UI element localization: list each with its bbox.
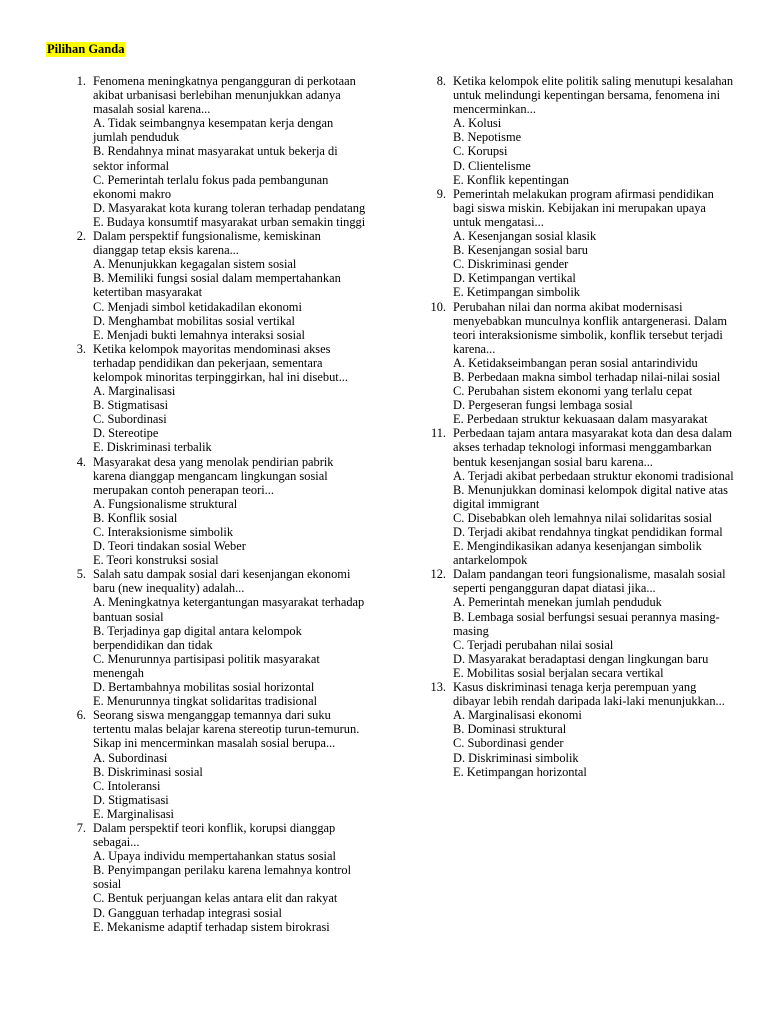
question-number: 13. xyxy=(430,680,446,695)
option-d: D. Masyarakat kota kurang toleran terhadap pendatang xyxy=(93,200,366,215)
question-column-right xyxy=(426,74,736,779)
option-a: A. Terjadi akibat perbedaan struktur ekonomi tradisional xyxy=(453,468,734,483)
option-e: E. Teori konstruksi sosial xyxy=(93,553,219,568)
question-text: Fenomena meningkatnya pengangguran di perkotaan akibat urbanisasi berlebihan menunjukkan adanya masalah sosial karena... xyxy=(93,74,356,117)
question-number: 8. xyxy=(436,74,446,88)
question-number: 11. xyxy=(430,426,446,441)
question-5 xyxy=(66,567,366,708)
question-number: 6. xyxy=(76,708,86,723)
option-a: A. Ketidakseimbangan peran sosial antarindividu xyxy=(453,355,698,370)
question-10 xyxy=(426,300,736,427)
question-text: Dalam perspektif fungsionalisme, kemiskinan dianggap tetap eksis karena... xyxy=(93,229,321,258)
option-c: C. Subordinasi gender xyxy=(453,736,564,751)
question-number: 3. xyxy=(76,341,86,356)
option-c: C. Terjadi perubahan nilai sosial xyxy=(453,637,614,652)
option-c: C. Disebabkan oleh lemahnya nilai solidaritas sosial xyxy=(453,510,713,525)
option-d: D. Menghambat mobilitas sosial vertikal xyxy=(93,313,296,328)
page-title: Pilihan Ganda xyxy=(47,42,125,56)
option-b: B. Terjadinya gap digital antara kelompok berpendidikan dan tidak xyxy=(93,623,302,652)
question-text: Dalam pandangan teori fungsionalisme, masalah sosial seperti pengangguran dapat diatasi jika... xyxy=(453,567,726,596)
question-11 xyxy=(426,426,736,567)
option-a: A. Marginalisasi ekonomi xyxy=(453,708,582,723)
option-d: D. Teori tindakan sosial Weber xyxy=(93,539,246,554)
option-e: E. Diskriminasi terbalik xyxy=(93,440,212,455)
option-b: B. Penyimpangan perilaku karena lemahnya kontrol sosial xyxy=(93,863,352,892)
option-b: B. Kesenjangan sosial baru xyxy=(453,243,588,258)
question-number: 12. xyxy=(430,567,446,582)
question-number: 4. xyxy=(76,454,86,469)
option-a: A. Kesenjangan sosial klasik xyxy=(453,229,597,244)
option-d: D. Ketimpangan vertikal xyxy=(453,271,576,286)
option-b: B. Menunjukkan dominasi kelompok digital native atas digital immigrant xyxy=(453,482,728,511)
option-c: C. Pemerintah terlalu fokus pada pembangunan ekonomi makro xyxy=(93,172,329,201)
question-text: Dalam perspektif teori konflik, korupsi dianggap sebagai... xyxy=(93,820,336,850)
question-8 xyxy=(426,74,736,187)
option-c: C. Menjadi simbol ketidakadilan ekonomi xyxy=(93,299,302,314)
option-e: E. Menurunnya tingkat solidaritas tradisional xyxy=(93,694,318,709)
option-d: D. Pergeseran fungsi lembaga sosial xyxy=(453,398,633,413)
option-b: B. Perbedaan makna simbol terhadap nilai-nilai sosial xyxy=(453,369,721,384)
question-6 xyxy=(66,708,366,821)
option-d: D. Gangguan terhadap integrasi sosial xyxy=(93,905,282,920)
option-a: A. Kolusi xyxy=(453,116,502,131)
option-c: C. Interaksionisme simbolik xyxy=(93,525,234,539)
option-c: C. Diskriminasi gender xyxy=(453,257,569,272)
question-number: 9. xyxy=(436,186,446,201)
option-a: A. Marginalisasi xyxy=(93,384,176,399)
option-c: C. Bentuk perjuangan kelas antara elit dan rakyat xyxy=(93,891,338,906)
question-column-left xyxy=(66,74,366,934)
option-a: A. Upaya individu mempertahankan status sosial xyxy=(93,849,336,864)
question-text: Ketika kelompok mayoritas mendominasi akses terhadap pendidikan dan pekerjaan, sementara kelompok minoritas terpinggirkan, hal ini disebut... xyxy=(93,341,349,384)
option-e: E. Budaya konsumtif masyarakat urban semakin tinggi xyxy=(93,214,366,229)
option-b: B. Memiliki fungsi sosial dalam mempertahankan ketertiban masyarakat xyxy=(93,271,341,300)
option-b: B. Dominasi struktural xyxy=(453,722,567,737)
option-d: D. Terjadi akibat rendahnya tingkat pendidikan formal xyxy=(453,525,723,539)
option-e: E. Mobilitas sosial berjalan secara vertikal xyxy=(453,665,664,680)
option-b: B. Stigmatisasi xyxy=(93,398,169,413)
question-7 xyxy=(66,821,366,934)
option-b: B. Konflik sosial xyxy=(93,510,178,525)
question-text: Pemerintah melakukan program afirmasi pendidikan bagi siswa miskin. Kebijakan ini merupakan upaya untuk mengatasi... xyxy=(453,186,714,229)
option-d: D. Bertambahnya mobilitas sosial horizontal xyxy=(93,680,315,695)
question-number: 7. xyxy=(76,820,86,835)
option-e: E. Ketimpangan simbolik xyxy=(453,285,580,300)
question-number: 1. xyxy=(76,74,86,88)
question-2 xyxy=(66,229,366,342)
option-c: C. Perubahan sistem ekonomi yang terlalu cepat xyxy=(453,384,693,399)
option-a: A. Menunjukkan kegagalan sistem sosial xyxy=(93,257,297,272)
option-d: D. Clientelisme xyxy=(453,158,531,173)
option-a: A. Pemerintah menekan jumlah penduduk xyxy=(453,595,662,610)
question-number: 5. xyxy=(76,567,86,582)
option-e: E. Marginalisasi xyxy=(93,806,174,821)
option-d: D. Diskriminasi simbolik xyxy=(453,750,579,765)
option-a: A. Fungsionalisme struktural xyxy=(93,496,238,511)
option-e: E. Menjadi bukti lemahnya interaksi sosial xyxy=(93,327,305,342)
option-c: C. Korupsi xyxy=(453,144,508,159)
question-text: Masyarakat desa yang menolak pendirian pabrik karena dianggap mengancam lingkungan sosial merupakan contoh penerapan teori... xyxy=(93,454,334,497)
option-e: E. Mekanisme adaptif terhadap sistem birokrasi xyxy=(93,919,330,934)
option-a: A. Meningkatnya ketergantungan masyarakat terhadap bantuan sosial xyxy=(93,595,365,624)
option-d: D. Stereotipe xyxy=(93,426,159,441)
option-c: C. Intoleransi xyxy=(93,778,161,793)
option-d: D. Stigmatisasi xyxy=(93,792,169,807)
question-text: Seorang siswa menganggap temannya dari suku tertentu malas belajar karena stereotip turun-temurun. Sikap ini mencerminkan masalah sosial berupa... xyxy=(93,708,360,751)
option-b: B. Diskriminasi sosial xyxy=(93,764,203,779)
option-e: E. Konflik kepentingan xyxy=(453,172,569,187)
question-13 xyxy=(426,680,736,779)
question-4 xyxy=(66,455,366,568)
question-1 xyxy=(66,74,366,229)
question-text: Perubahan nilai dan norma akibat modernisasi menyebabkan munculnya konflik antargenerasi. Dalam teori interaksionisme simbolik, konflik tersebut terjadi karena... xyxy=(453,299,727,356)
option-e: E. Perbedaan struktur kekuasaan dalam masyarakat xyxy=(453,412,708,427)
option-e: E. Mengindikasikan adanya kesenjangan simbolik antarkelompok xyxy=(453,539,702,568)
option-b: B. Nepotisme xyxy=(453,130,522,145)
question-text: Kasus diskriminasi tenaga kerja perempuan yang dibayar lebih rendah daripada laki-laki menunjukkan... xyxy=(453,680,725,709)
question-text: Salah satu dampak sosial dari kesenjangan ekonomi baru (new inequality) adalah... xyxy=(93,567,351,596)
question-text: Perbedaan tajam antara masyarakat kota dan desa dalam akses terhadap teknologi informasi menggambarkan bentuk kesenjangan sosial baru karena... xyxy=(453,426,733,469)
option-b: B. Lembaga sosial berfungsi sesuai perannya masing-masing xyxy=(453,609,720,638)
option-b: B. Rendahnya minat masyarakat untuk bekerja di sektor informal xyxy=(93,144,338,173)
question-3 xyxy=(66,342,366,455)
option-d: D. Masyarakat beradaptasi dengan lingkungan baru xyxy=(453,651,709,666)
option-a: A. Subordinasi xyxy=(93,750,168,765)
question-9 xyxy=(426,187,736,300)
question-text: Ketika kelompok elite politik saling menutupi kesalahan untuk melindungi kepentingan bersama, fenomena ini mencerminkan... xyxy=(453,74,734,117)
option-a: A. Tidak seimbangnya kesempatan kerja dengan jumlah penduduk xyxy=(93,116,334,145)
option-c: C. Menurunnya partisipasi politik masyarakat menengah xyxy=(93,651,320,680)
option-e: E. Ketimpangan horizontal xyxy=(453,764,587,779)
question-number: 10. xyxy=(430,299,446,314)
question-number: 2. xyxy=(76,229,86,244)
question-12 xyxy=(426,567,736,680)
option-c: C. Subordinasi xyxy=(93,412,167,427)
